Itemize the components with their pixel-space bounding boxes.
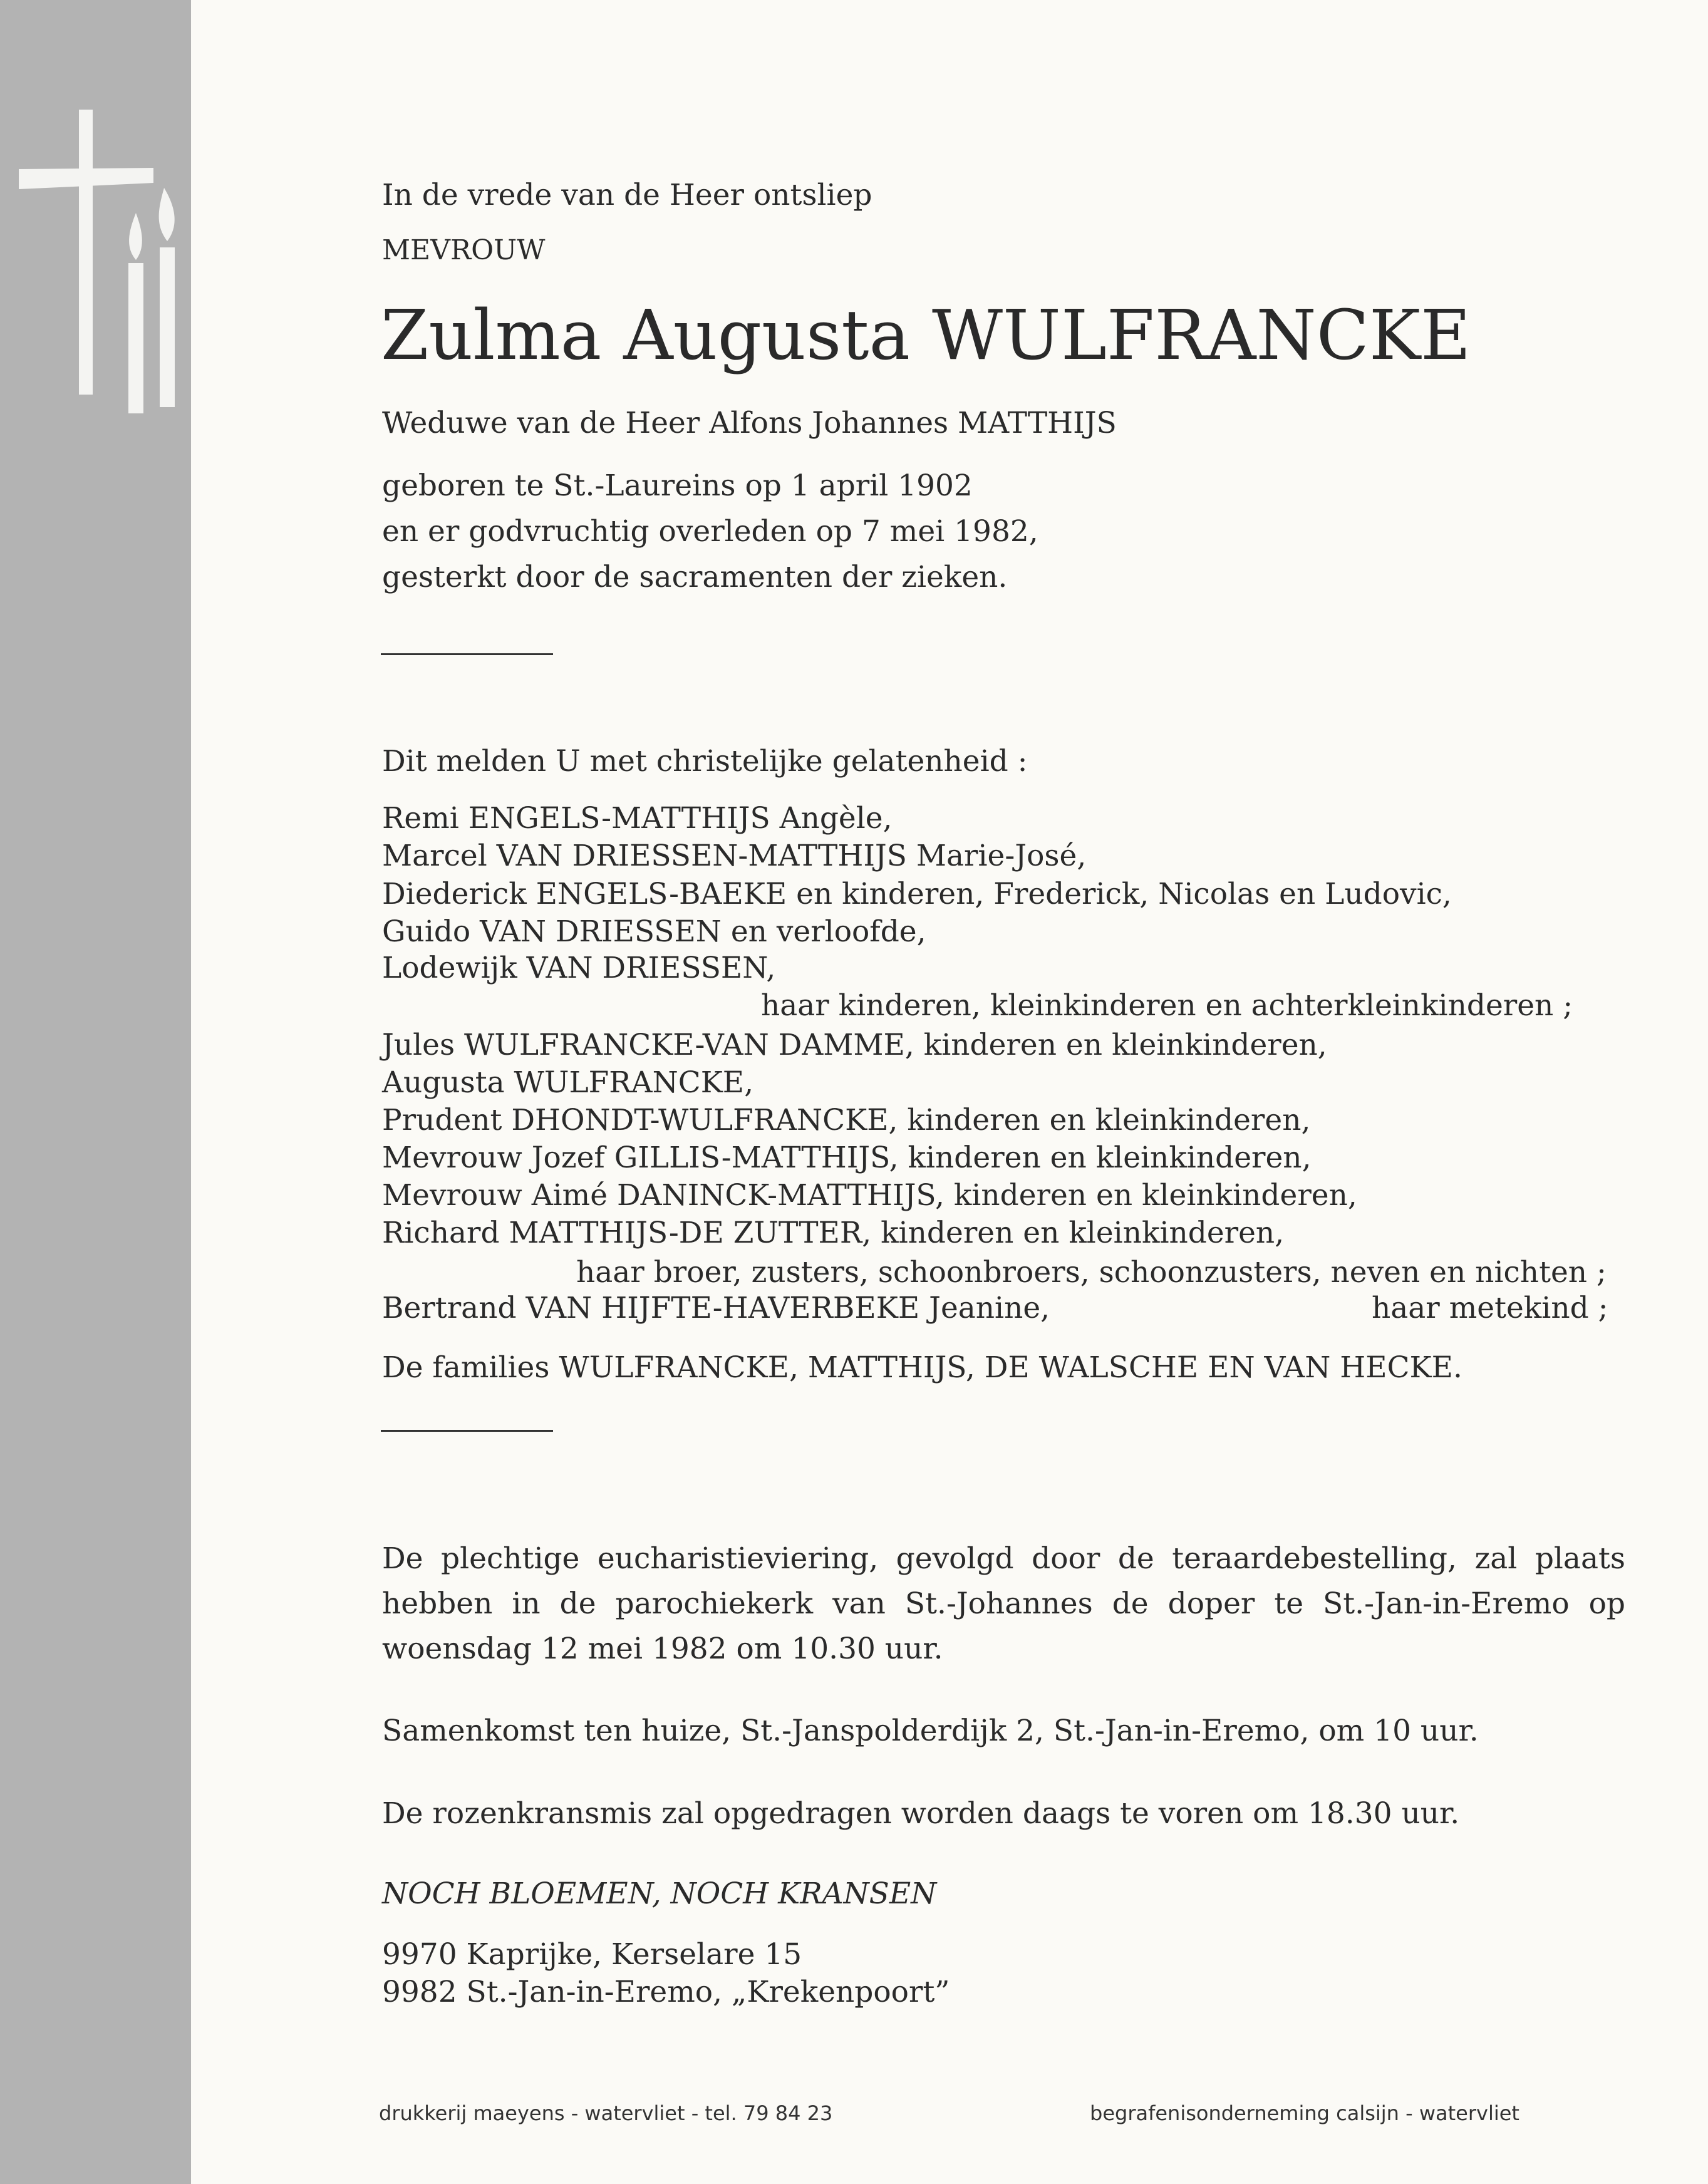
cross-and-candles-icon [0,0,191,438]
announcement-line: Dit melden U met christelijke gelatenheid : [382,744,1028,779]
widow-line: Weduwe van de Heer Alfons Johannes MATTHIJS [382,406,1117,440]
families-line: De families WULFRANCKE, MATTHIJS, DE WALSCHE EN VAN HECKE. [382,1350,1462,1385]
birth-line: geboren te St.-Laureins op 1 april 1902 [382,468,973,503]
family-line: Jules WULFRANCKE-VAN DAMME, kinderen en kleinkinderen, [382,1028,1327,1062]
undertaker-credit: begrafenisonderneming calsijn - watervliet [1090,2101,1519,2125]
address-line: 9982 St.-Jan-in-Eremo, „Krekenpoort” [382,1975,950,2009]
printer-credit: drukkerij maeyens - watervliet - tel. 79 84 23 [379,2101,833,2125]
family-line: Mevrouw Aimé DANINCK-MATTHIJS, kinderen en kleinkinderen, [382,1178,1357,1213]
family-role-line: haar kinderen, kleinkinderen en achterkleinkinderen ; [761,988,1573,1023]
family-line: Bertrand VAN HIJFTE-HAVERBEKE Jeanine, [382,1291,1050,1325]
family-role-line: haar metekind ; [1372,1291,1608,1325]
death-line: en er godvruchtig overleden op 7 mei 1982, [382,514,1038,549]
family-line: Mevrouw Jozef GILLIS-MATTHIJS, kinderen en kleinkinderen, [382,1141,1312,1175]
family-line: Diederick ENGELS-BAEKE en kinderen, Frederick, Nicolas en Ludovic, [382,877,1452,911]
divider [381,1430,553,1432]
rosary-line: De rozenkransmis zal opgedragen worden daags te voren om 18.30 uur. [382,1796,1460,1831]
family-line: Prudent DHONDT-WULFRANCKE, kinderen en kleinkinderen, [382,1103,1311,1137]
intro-line: In de vrede van de Heer ontsliep [382,178,872,212]
honorific: MEVROUW [382,234,546,266]
deceased-name: Zulma Augusta WULFRANCKE [381,295,1471,375]
service-paragraph: De plechtige eucharistieviering, gevolgd door de teraardebestelling, zal plaats hebben in de parochiekerk van St.-Johannes de doper te St.-Jan-in-Eremo op woensdag 12 mei 1982 om 10.30 uur. [382,1541,1625,1666]
family-line: Guido VAN DRIESSEN en verloofde, [382,914,926,949]
family-line: Augusta WULFRANCKE, [382,1065,754,1100]
gathering-line: Samenkomst ten huize, St.-Janspolderdijk 2, St.-Jan-in-Eremo, om 10 uur. [382,1714,1479,1748]
family-line: Richard MATTHIJS-DE ZUTTER, kinderen en kleinkinderen, [382,1216,1285,1250]
family-line: Remi ENGELS-MATTHIJS Angèle, [382,801,893,836]
family-role-line: haar broer, zusters, schoonbroers, schoonzusters, neven en nichten ; [576,1255,1607,1290]
family-line: Lodewijk VAN DRIESSEN, [382,951,776,985]
divider [381,653,553,655]
family-line: Marcel VAN DRIESSEN-MATTHIJS Marie-José, [382,839,1087,873]
no-flowers-line: NOCH BLOEMEN, NOCH KRANSEN [382,1876,937,1911]
address-line: 9970 Kaprijke, Kerselare 15 [382,1937,802,1972]
sacraments-line: gesterkt door de sacramenten der zieken. [382,560,1008,594]
